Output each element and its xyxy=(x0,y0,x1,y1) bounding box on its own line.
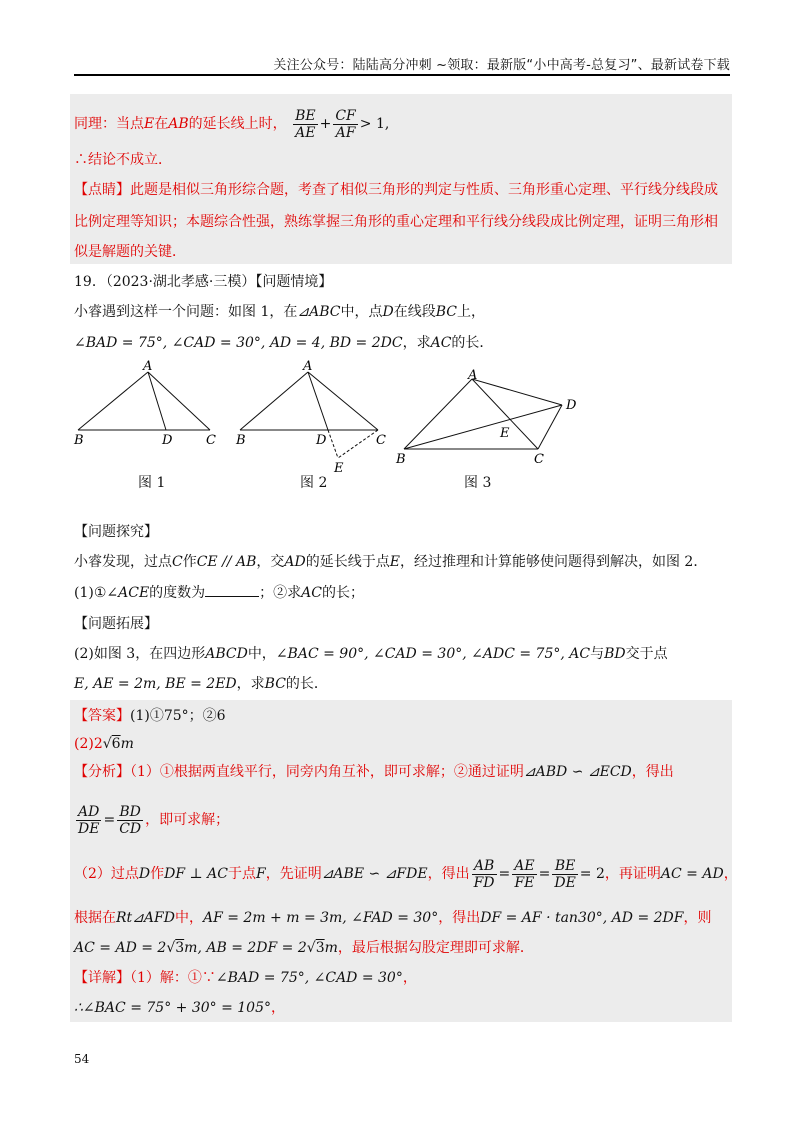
fig2-label-d: D xyxy=(316,433,327,448)
detail-line-1: 【详解】（1）解：①∵∠BAD = 75°, ∠CAD = 30°， xyxy=(74,970,417,986)
analysis-line-5: AC = AD = 2√3m, AB = 2DF = 2√3m，最后根据勾股定理即可求解． xyxy=(74,940,534,956)
fig2-label-a: A xyxy=(303,360,313,374)
problem-line-2: ∠BAD = 75°, ∠CAD = 30°, AD = 4, BD = 2DC，求AC的长． xyxy=(74,335,494,351)
answer-blank xyxy=(205,582,259,597)
figure-1-caption: 图 1 xyxy=(138,475,166,491)
fig2-ce-dashed xyxy=(338,430,378,458)
extend-heading: 【问题拓展】 xyxy=(74,616,158,632)
fraction-be-de: $\frac{BE}{DE}$ xyxy=(554,857,576,891)
question-2-line-2: E, AE = 2m, BE = 2ED，求BC的长． xyxy=(74,676,328,692)
fig3-bd xyxy=(404,405,562,449)
explore-line: 小睿发现，过点C作CE // AB，交AD的延长线于点E，经过推理和计算能够使问题得到解决，如图 2． xyxy=(74,554,708,570)
fraction-ad-de: $\frac{AD}{DE}$ xyxy=(78,803,100,837)
figure-3 xyxy=(392,365,592,470)
analysis-line-3: （2）过点D作DF ⊥ AC于点F，先证明⊿ABE ∽ ⊿FDE，得出 $\frac{AB}{FD}$ = $\frac{AE}{FE}$ = $\frac{BE}{DE}$ = 2，再证明AC = AD， xyxy=(74,857,738,891)
fraction-cf-af: $\frac{CF}{AF}$ xyxy=(335,107,356,141)
figure-2-caption: 图 2 xyxy=(300,475,328,491)
fig3-cd xyxy=(538,405,562,449)
fig2-de-dashed xyxy=(328,430,338,458)
answer-line-2: (2)2√6m xyxy=(74,736,134,752)
analysis-line-2: $\frac{AD}{DE}$ = $\frac{BD}{CD}$ ，即可求解； xyxy=(78,803,230,837)
fig3-ab xyxy=(404,379,472,449)
detail-line-2: ∴∠BAC = 75° + 30° = 105°， xyxy=(74,1000,285,1016)
fraction-ab-fd: $\frac{AB}{FD}$ xyxy=(473,857,495,891)
analysis-line-1: 【分析】（1）①根据两直线平行，同旁内角互补，即可求解；②通过证明⊿ABD ∽ ⊿ECD，得出 xyxy=(74,764,674,780)
fraction-be-ae: $\frac{BE}{AE}$ xyxy=(295,107,316,141)
fig1-label-d: D xyxy=(162,433,173,448)
top-line-1: 同理：当点E在AB的延长线上时， $\frac{BE}{AE}$ + $\frac{CF}{AF}$ > 1, xyxy=(74,107,390,141)
fig1-label-a: A xyxy=(143,360,153,374)
fig1-label-b: B xyxy=(74,433,84,448)
top-line-4: 比例定理等知识；本题综合性强，熟练掌握三角形的重心定理和平行线分线段成比例定理，证明三角形相 xyxy=(74,214,718,230)
page-header: 关注公众号：陆陆高分冲刺 ~领取：最新版“小中高考-总复习”、最新试卷下载 xyxy=(273,58,730,73)
fig2-ab xyxy=(240,372,308,430)
explore-heading: 【问题探究】 xyxy=(74,524,158,540)
top-line-3: 【点睛】此题是相似三角形综合题，考查了相似三角形的判定与性质、三角形重心定理、平行线分线段成 xyxy=(74,182,718,198)
fig2-label-c: C xyxy=(376,433,386,448)
question-2-line-1: (2)如图 3，在四边形ABCD中，∠BAC = 90°, ∠CAD = 30°, ∠ADC = 75°, AC与BD交于点 xyxy=(74,646,668,662)
fig3-label-e: E xyxy=(500,426,510,441)
fig3-label-a: A xyxy=(468,368,478,383)
top-line-2: ∴结论不成立． xyxy=(74,152,172,168)
fig3-label-d: D xyxy=(566,398,577,413)
problem-line-1: 小睿遇到这样一个问题：如图 1，在⊿ABC中，点D在线段BC上， xyxy=(74,304,485,320)
figure-1 xyxy=(70,360,230,450)
fraction-ae-fe: $\frac{AE}{FE}$ xyxy=(514,857,535,891)
page-number: 54 xyxy=(74,1052,90,1066)
fraction-bd-cd: $\frac{BD}{CD}$ xyxy=(119,803,142,837)
figure-2 xyxy=(230,360,400,480)
fig3-label-c: C xyxy=(534,452,544,467)
header-rule xyxy=(74,74,730,76)
fig1-ab xyxy=(78,372,148,430)
fig1-label-c: C xyxy=(206,433,216,448)
question-1: (1)①∠ACE的度数为 ；②求AC的长； xyxy=(74,582,364,603)
figure-3-caption: 图 3 xyxy=(464,475,492,491)
fig2-label-e: E xyxy=(334,461,344,476)
problem-title: 19．（2023·湖北孝感·三模）【问题情境】 xyxy=(74,274,333,290)
fig3-label-b: B xyxy=(396,452,406,467)
fig3-ad xyxy=(472,379,562,405)
top-line-5: 似是解题的关键． xyxy=(74,244,186,260)
answer-line-1: 【答案】(1)①75°；②6 xyxy=(74,708,226,724)
fig2-label-b: B xyxy=(236,433,246,448)
analysis-line-4: 根据在Rt⊿AFD中，AF = 2m + m = 3m, ∠FAD = 30°，得出DF = AF · tan30°, AD = 2DF，则 xyxy=(74,910,712,926)
